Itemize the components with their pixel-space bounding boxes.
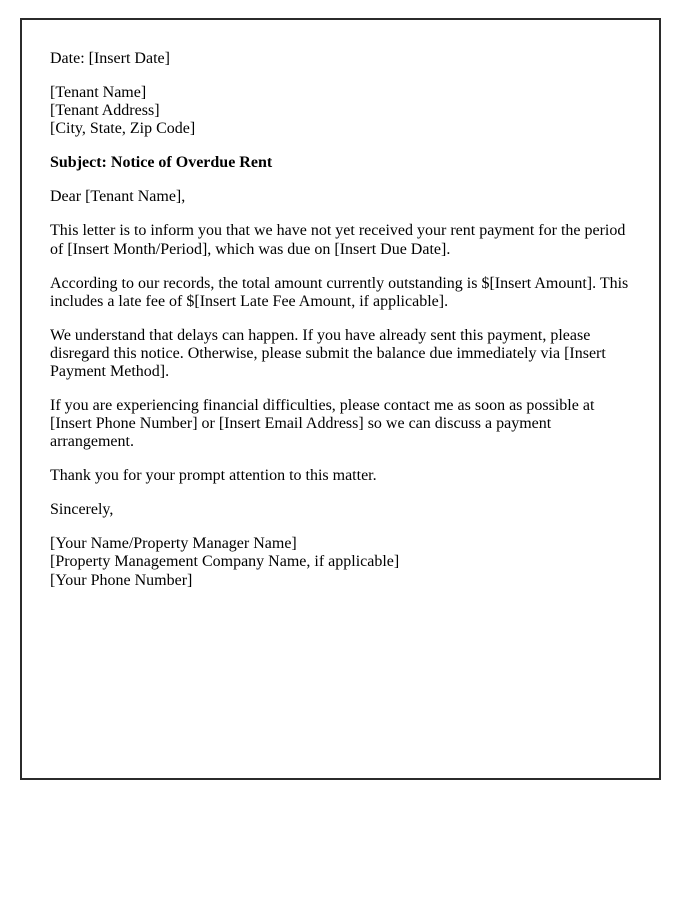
signature-name-line: [Your Name/Property Manager Name] (50, 535, 297, 553)
body-paragraph-overdue-notice: This letter is to inform you that we have not yet received your rent payment for the period of [Insert Month/Period], which was due on [Insert Due Date]. (50, 222, 626, 258)
signature-block (50, 535, 631, 589)
salutation: Dear [Tenant Name], (50, 188, 186, 206)
recipient-address-line: [Tenant Address] (50, 102, 160, 120)
letter-page (20, 18, 661, 780)
date-line: Date: [Insert Date] (50, 50, 170, 67)
body-paragraph-amount-outstanding: According to our records, the total amount currently outstanding is $[Insert Amount]. This includes a late fee of $[Insert Late Fee Amount, if applicable]. (50, 274, 629, 310)
body-paragraph-financial-difficulties: If you are experiencing financial difficulties, please contact me as soon as possible at [Insert Phone Number] or [Insert Email Address] so we can discuss a payment arrangement. (50, 397, 595, 451)
body-paragraph-thank-you: Thank you for your prompt attention to this matter. (50, 467, 377, 485)
closing-line: Sincerely, (50, 501, 114, 519)
subject-line: Subject: Notice of Overdue Rent (50, 154, 273, 172)
recipient-name-line: [Tenant Name] (50, 84, 147, 102)
body-paragraph-payment-request: We understand that delays can happen. If you have already sent this payment, please disregard this notice. Otherwise, please submit the balance due immediately via [Insert Payment Method]. (50, 326, 606, 380)
recipient-city-state-zip-line: [City, State, Zip Code] (50, 120, 196, 138)
signature-phone-line: [Your Phone Number] (50, 571, 193, 589)
recipient-address-block (50, 84, 631, 138)
signature-company-line: [Property Management Company Name, if applicable] (50, 553, 400, 571)
